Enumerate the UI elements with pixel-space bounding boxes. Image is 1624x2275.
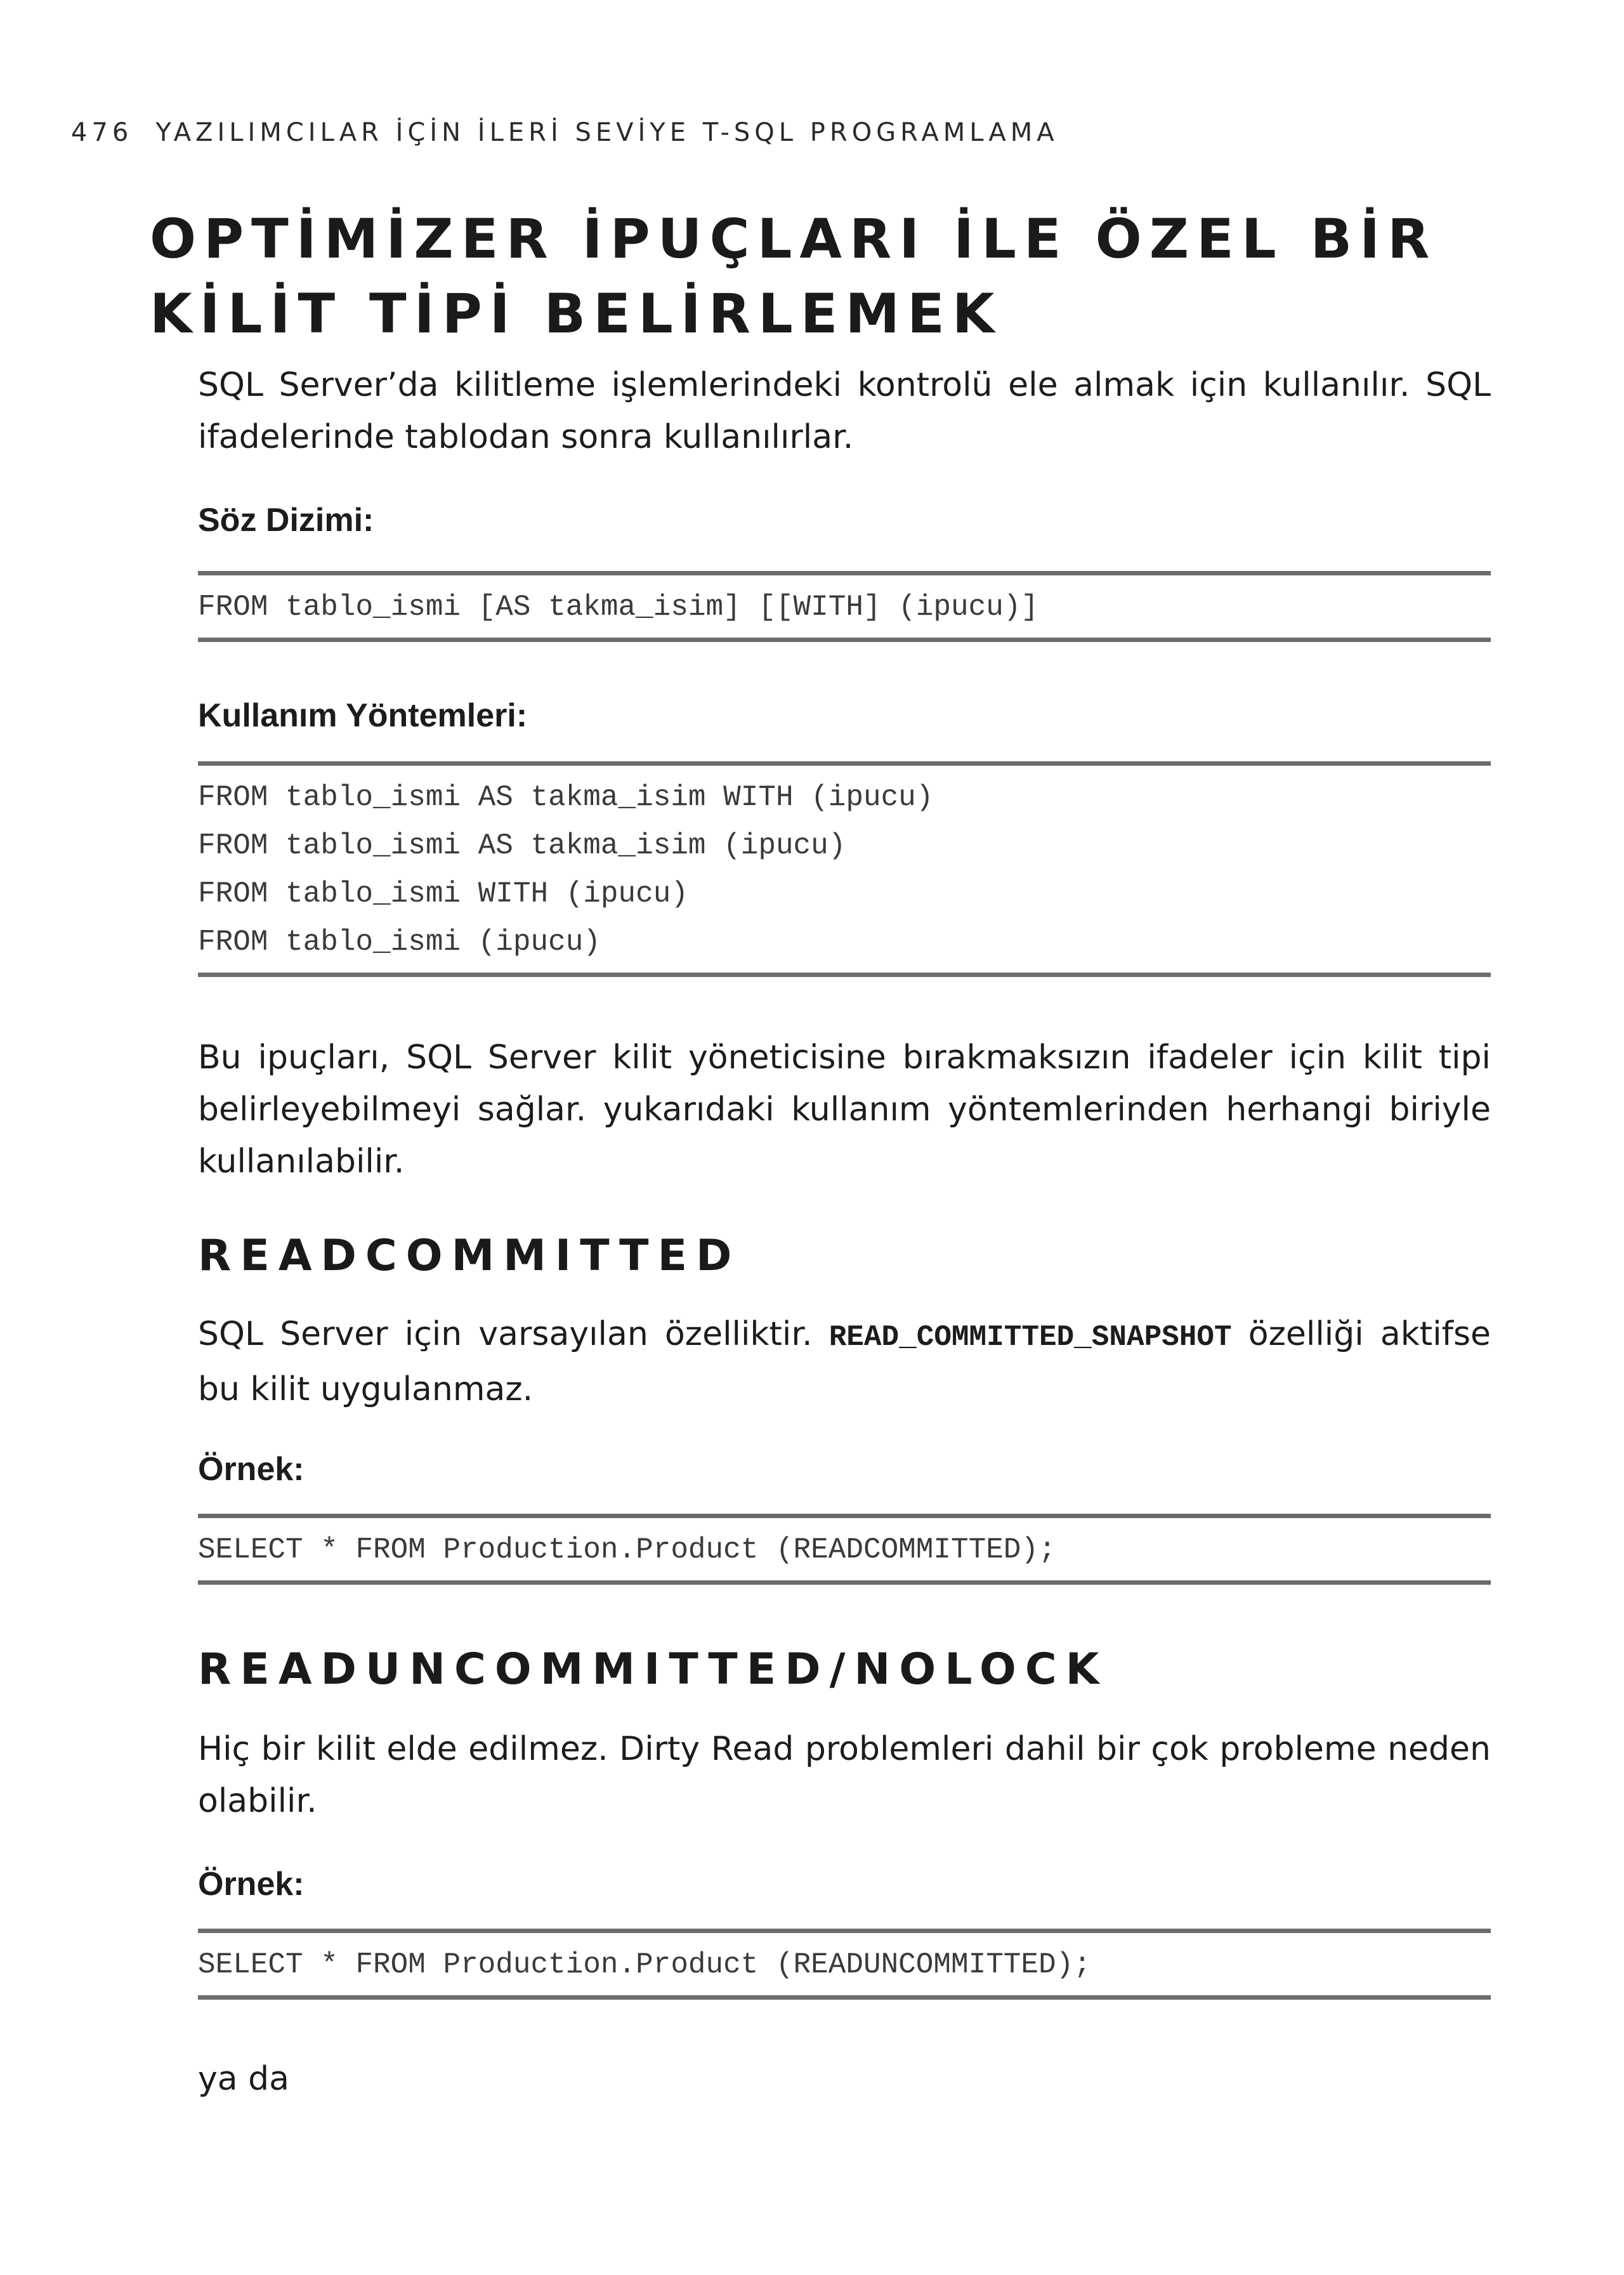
readuncommitted-code-block (198, 1929, 1491, 2000)
readuncommitted-heading-wrap (198, 1644, 1491, 1695)
code-line: FROM tablo_ismi (ipucu) (198, 926, 601, 959)
readcommitted-paragraph (198, 1308, 1491, 1415)
code-line: FROM tablo_ismi [AS takma_isim] [[WITH] (ipucu)] (198, 591, 1039, 624)
closing-section (198, 2053, 1491, 2105)
code-line: SELECT * FROM Production.Product (READUNCOMMITTED); (198, 1948, 1091, 1981)
usage-label: Kullanım Yöntemleri: (198, 697, 528, 734)
code-line: SELECT * FROM Production.Product (READCOMMITTED); (198, 1533, 1056, 1566)
page-number: 476 (71, 118, 133, 147)
readuncommitted-heading: READUNCOMMITTED/NOLOCK (198, 1644, 1108, 1695)
code-line: FROM tablo_ismi WITH (ipucu) (198, 877, 688, 910)
example-label: Örnek: (198, 1451, 304, 1488)
chapter-title-line-2: KİLİT TİPİ BELİRLEMEK (150, 282, 1002, 346)
syntax-label-wrap (198, 501, 1491, 539)
readcommitted-heading: READCOMMITTED (198, 1231, 741, 1281)
code-line: FROM tablo_ismi AS takma_isim WITH (ipucu) (198, 781, 934, 814)
read-committed-snapshot-code: READ_COMMITTED_SNAPSHOT (828, 1321, 1232, 1354)
readuncommitted-paragraph: Hiç bir kilit elde edilmez. Dirty Read problemleri dahil bir çok probleme neden olabilir. (198, 1730, 1491, 1820)
usage-code-block (198, 761, 1491, 977)
readcommitted-description (198, 1308, 1491, 1415)
closing-text: ya da (198, 2060, 290, 2098)
running-header (71, 118, 1059, 147)
readcommitted-example-label-wrap (198, 1450, 1491, 1488)
syntax-label: Söz Dizimi: (198, 502, 374, 539)
readcommitted-heading-wrap (198, 1231, 1491, 1281)
explanation-section (198, 1032, 1491, 1188)
readuncommitted-example-label-wrap (198, 1865, 1491, 1903)
readcommitted-text-before: SQL Server için varsayılan özelliktir. (198, 1315, 813, 1353)
readuncommitted-description (198, 1723, 1491, 1827)
readcommitted-text-after: özelliği aktifse bu kilit uygulanmaz. (198, 1315, 1491, 1408)
running-title: YAZILIMCILAR İÇİN İLERİ SEVİYE T-SQL PROGRAMLAMA (155, 118, 1059, 147)
chapter-title-line-1: OPTİMİZER İPUÇLARI İLE ÖZEL BİR (150, 207, 1437, 271)
intro-paragraph: SQL Server’da kilitleme işlemlerindeki kontrolü ele almak için kullanılır. SQL ifadelerinde tablodan sonra kullanılırlar. (198, 366, 1491, 456)
example-label: Örnek: (198, 1866, 304, 1903)
explanation-paragraph: Bu ipuçları, SQL Server kilit yöneticisine bırakmaksızın ifadeler için kilit tipi belirleyebilmeyi sağlar. yukarıdaki kullanım yöntemlerinden herhangi biriyle kullanılabilir. (198, 1039, 1491, 1181)
usage-label-wrap (198, 697, 1491, 735)
code-line: FROM tablo_ismi AS takma_isim (ipucu) (198, 829, 846, 862)
chapter-title (150, 202, 1482, 351)
readcommitted-code-block (198, 1514, 1491, 1585)
intro-section (198, 359, 1491, 463)
syntax-code-block (198, 571, 1491, 642)
